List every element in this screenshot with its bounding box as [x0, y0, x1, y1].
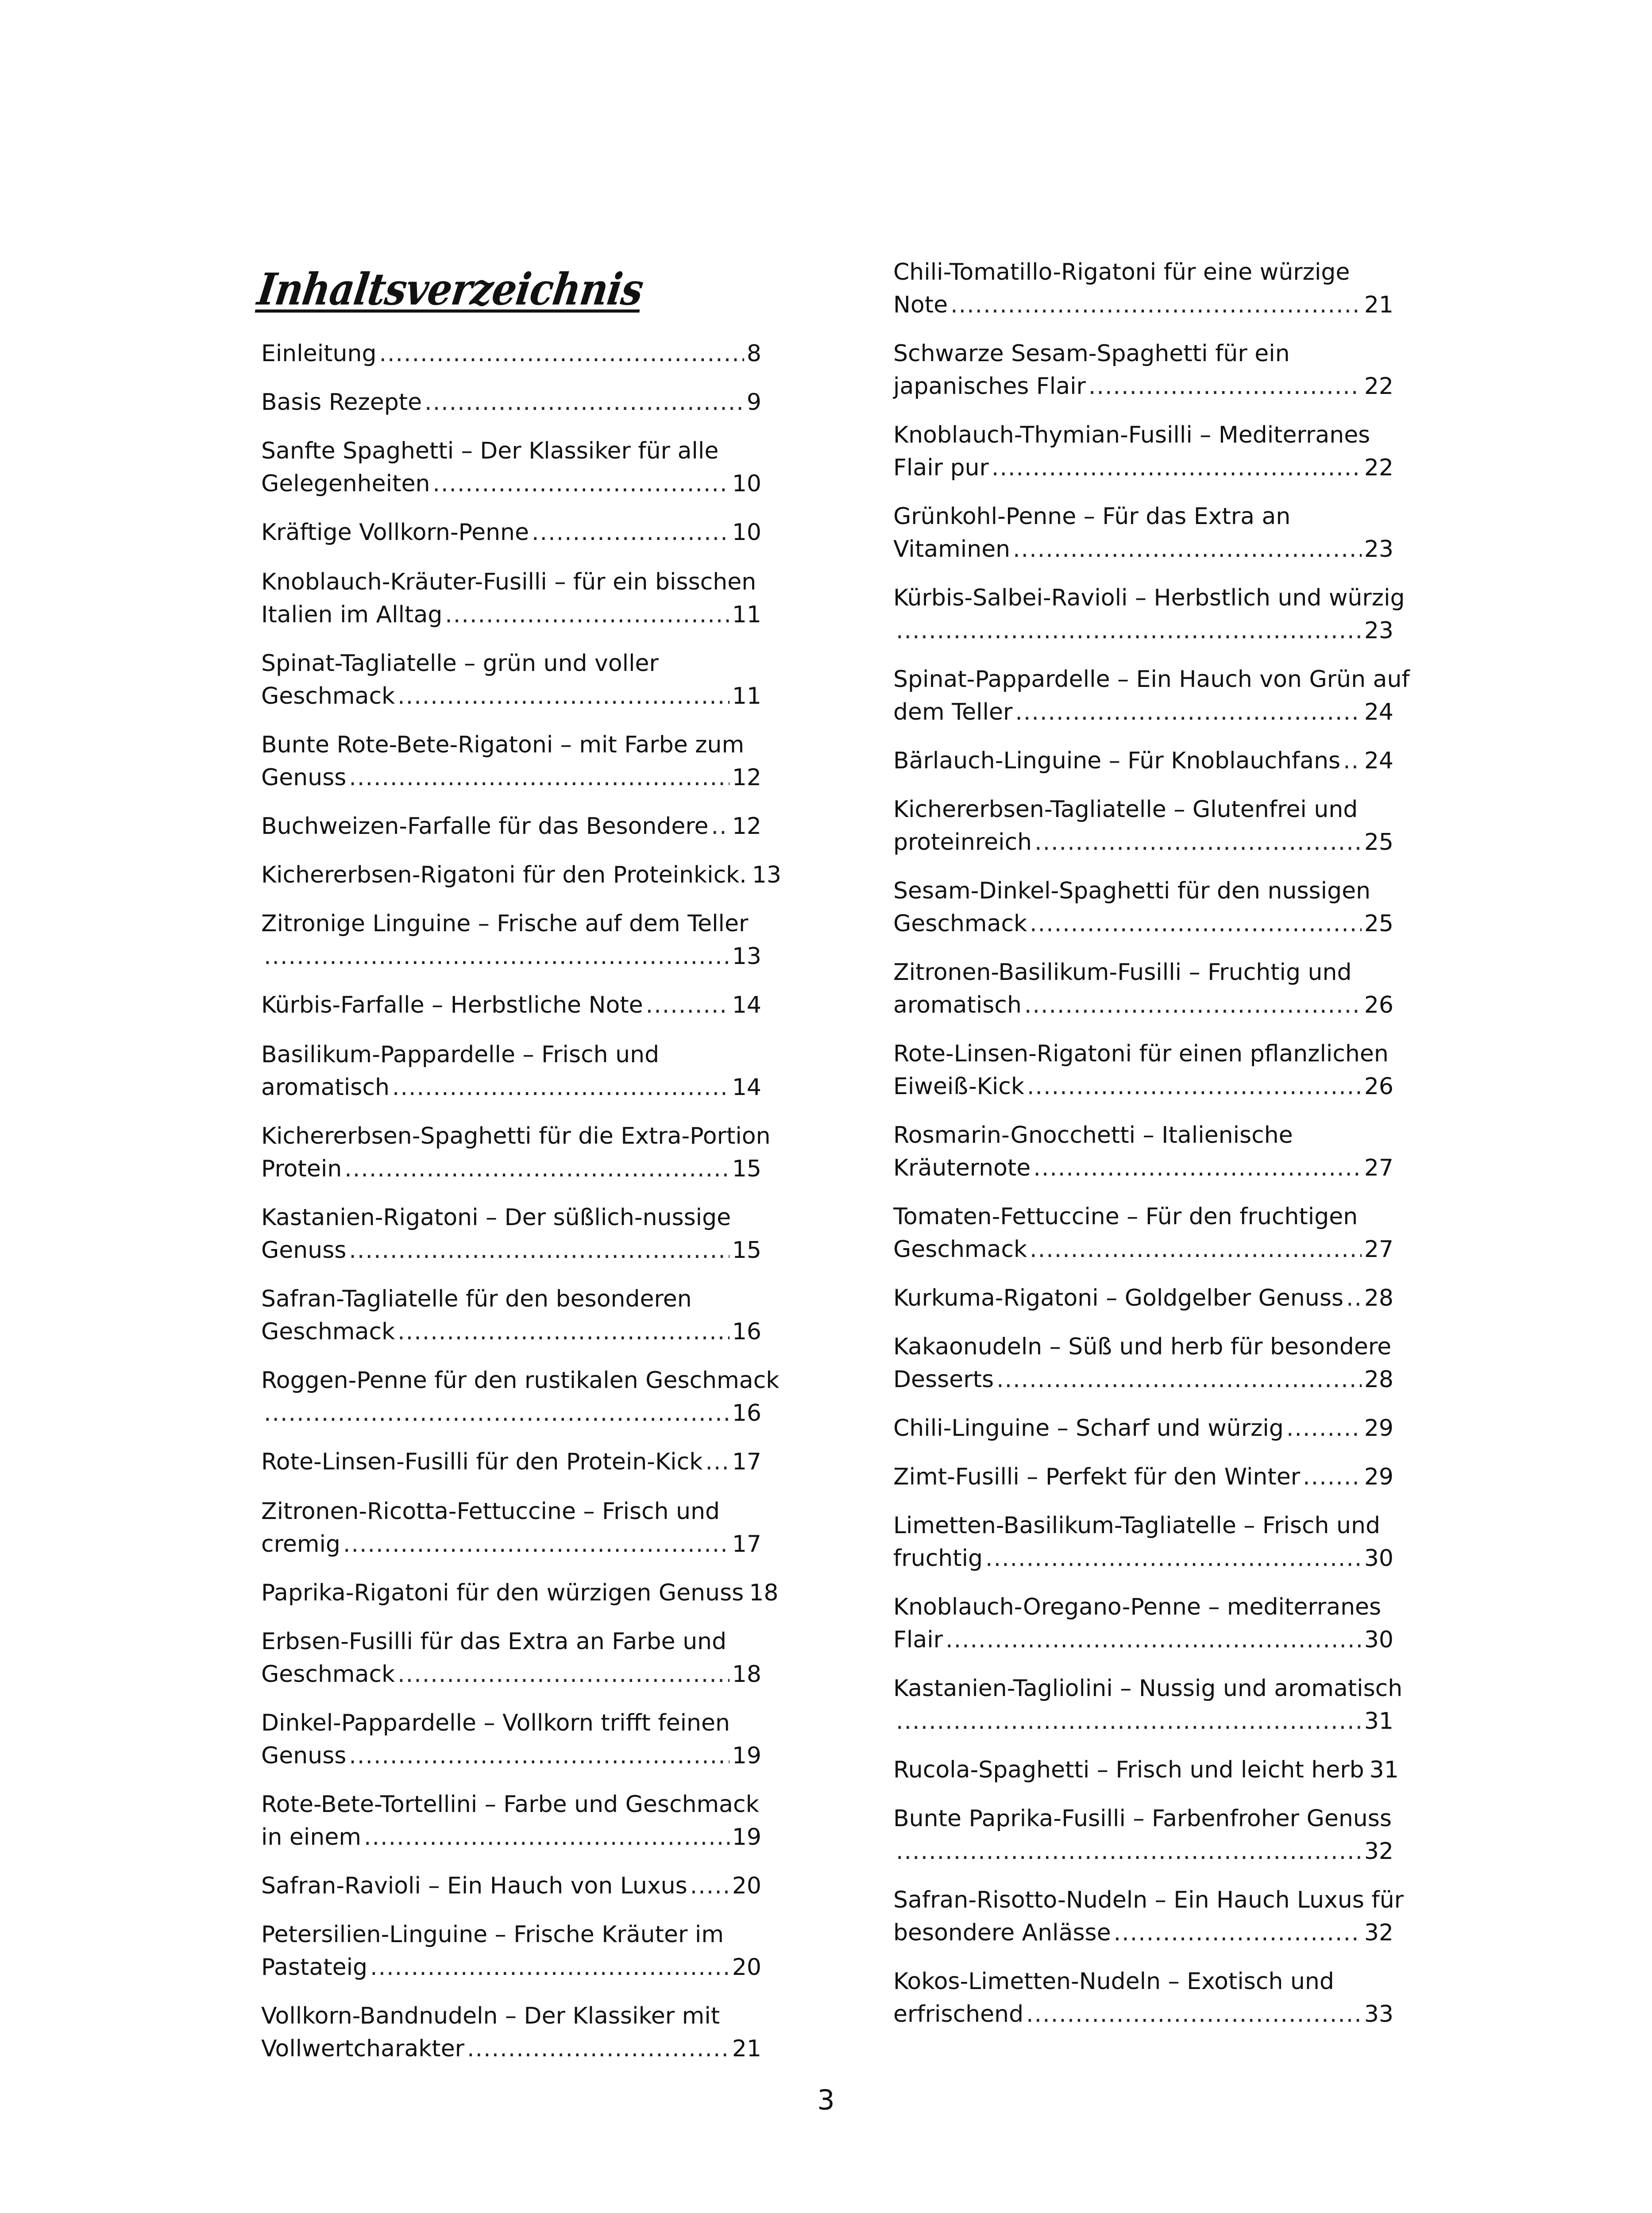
toc-entry-title: Kokos-Limetten-Nudeln – Exotisch und: [893, 1968, 1334, 1995]
toc-page-number: 25: [1364, 910, 1393, 937]
toc-entry[interactable]: [261, 1707, 761, 1772]
toc-entry-last-line: [261, 1528, 761, 1561]
toc-entry[interactable]: [893, 663, 1410, 729]
toc-entry-last-line: [261, 1577, 779, 1609]
toc-entry[interactable]: [261, 859, 781, 891]
toc-entry[interactable]: [893, 793, 1393, 859]
toc-entry-title: Note: [893, 292, 948, 318]
toc-entry-title: Chili-Linguine – Scharf und würzig: [893, 1415, 1284, 1442]
dot-leader: [364, 1821, 730, 1854]
dot-leader: [896, 1705, 1362, 1738]
toc-entry-title: Desserts: [893, 1366, 994, 1393]
toc-entry-title: dem Teller: [893, 699, 1013, 725]
toc-entry-title: Pastateig: [261, 1954, 368, 1981]
toc-entry-last-line: [893, 1363, 1393, 1396]
toc-entry-last-line: [893, 1542, 1393, 1575]
toc-entry-title: Genuss: [261, 1743, 347, 1769]
toc-entry-last-line: [261, 1446, 761, 1478]
toc-entry-title: Vitaminen: [893, 536, 1011, 563]
toc-entry-title: in einem: [261, 1824, 361, 1851]
dot-leader: [1013, 533, 1362, 566]
dot-leader: [398, 1315, 730, 1348]
toc-entry[interactable]: [893, 1884, 1404, 1949]
dot-leader: [1026, 1998, 1362, 2031]
toc-entry[interactable]: [261, 2000, 761, 2065]
toc-entry-title: Protein: [261, 1156, 342, 1182]
toc-entry-title: Roggen-Penne für den rustikalen Geschmack: [261, 1367, 780, 1394]
dot-leader: [896, 1835, 1362, 1868]
toc-entry[interactable]: [261, 516, 761, 549]
toc-entry-last-line: [893, 1705, 1393, 1738]
toc-entry-title: Spinat-Pappardelle – Ein Hauch von Grün auf: [893, 666, 1410, 693]
toc-entry-title: Bärlauch-Linguine – Für Knoblauchfans: [893, 748, 1341, 774]
toc-entry-last-line: [893, 451, 1393, 484]
toc-page-number: 19: [732, 1824, 761, 1851]
toc-page-number: 18: [749, 1580, 779, 1606]
toc-entry-title: besondere Anlässe: [893, 1920, 1111, 1946]
toc-page-number: 10: [732, 519, 761, 546]
toc-entry[interactable]: [261, 337, 761, 370]
toc-entry-title: Geschmack: [261, 683, 395, 709]
toc-entry[interactable]: [261, 1788, 761, 1854]
toc-entry[interactable]: [261, 1364, 780, 1430]
toc-entry[interactable]: [893, 1412, 1393, 1445]
toc-entry-title: Rosmarin-Gnocchetti – Italienische: [893, 1122, 1293, 1149]
toc-entry[interactable]: [261, 1038, 761, 1104]
toc-entry-last-line: [261, 940, 761, 973]
toc-entry-last-line: [261, 1658, 761, 1691]
dot-leader: [1088, 370, 1362, 403]
dot-leader: [370, 1951, 730, 1984]
toc-entry-title: Zitronige Linguine – Frische auf dem Teller: [261, 910, 749, 937]
toc-entry-title: Kichererbsen-Spaghetti für die Extra-Portion: [261, 1123, 771, 1149]
toc-entry[interactable]: [893, 419, 1393, 484]
toc-page-number: 32: [1364, 1920, 1393, 1946]
toc-entry-title: Tomaten-Fettuccine – Für den fruchtigen: [893, 1203, 1358, 1230]
toc-entry[interactable]: [261, 1918, 761, 1984]
toc-page-number: 23: [1364, 536, 1393, 563]
toc-page-number: 29: [1364, 1415, 1393, 1442]
toc-page-number: 15: [732, 1237, 761, 1264]
toc-page-number: 26: [1364, 992, 1393, 1018]
toc-entry[interactable]: [893, 1282, 1393, 1315]
toc-entry-title: Sanfte Spaghetti – Der Klassiker für alle: [261, 438, 719, 464]
toc-page-number: 22: [1364, 455, 1393, 481]
page-title: Inhaltsverzeichnis: [254, 263, 646, 315]
toc-entry-title: Genuss: [261, 764, 347, 791]
toc-entry-title: Flair: [893, 1627, 943, 1653]
dot-leader: [445, 598, 730, 631]
toc-entry-last-line: [893, 1461, 1393, 1493]
toc-page-number: 20: [732, 1954, 761, 1981]
toc-page-number: 16: [732, 1400, 761, 1426]
toc-entry-last-line: [261, 516, 761, 549]
toc-page-number: 33: [1364, 2001, 1393, 2028]
dot-leader: [896, 614, 1362, 647]
toc-entry-title: proteinreich: [893, 829, 1032, 856]
toc-entry[interactable]: [893, 1672, 1403, 1738]
toc-entry[interactable]: [893, 1119, 1393, 1184]
dot-leader: [344, 1153, 730, 1185]
toc-page-number: 14: [732, 992, 761, 1018]
dot-leader: [1030, 907, 1362, 940]
toc-entry-title: Geschmack: [261, 1319, 395, 1345]
toc-entry-title: Italien im Alltag: [261, 601, 443, 628]
toc-entry[interactable]: [893, 1965, 1393, 2031]
dot-leader: [1286, 1412, 1362, 1445]
toc-entry-title: Kräuternote: [893, 1155, 1031, 1181]
toc-page-number: 8: [746, 340, 761, 367]
toc-entry[interactable]: [893, 1754, 1399, 1786]
toc-entry-title: Petersilien-Linguine – Frische Kräuter im: [261, 1921, 724, 1948]
toc-entry-title: Schwarze Sesam-Spaghetti für ein: [893, 340, 1290, 367]
toc-page-number: 17: [732, 1449, 761, 1475]
toc-entry[interactable]: [893, 582, 1405, 647]
toc-entry-title: Spinat-Tagliatelle – grün und voller: [261, 650, 659, 677]
dot-leader: [532, 516, 730, 549]
toc-page-number: 24: [1364, 699, 1393, 725]
toc-entry-title: Genuss: [261, 1237, 347, 1264]
dot-leader: [1033, 1152, 1362, 1184]
toc-page-number: 22: [1364, 373, 1393, 400]
toc-page-number: 12: [732, 813, 761, 840]
toc-entry-title: erfrischend: [893, 2001, 1024, 2028]
toc-entry-title: Kichererbsen-Rigatoni für den Proteinkick.: [261, 862, 747, 888]
toc-entry-last-line: [261, 1315, 761, 1348]
toc-page-number: 11: [732, 601, 761, 628]
toc-page-number: 11: [732, 683, 761, 709]
toc-entry-last-line: [893, 907, 1393, 940]
toc-entry[interactable]: [261, 1446, 761, 1478]
toc-page-number: 21: [732, 2036, 761, 2062]
toc-entry-title: Kakaonudeln – Süß und herb für besondere: [893, 1334, 1392, 1360]
toc-entry-last-line: [261, 1821, 761, 1854]
toc-entry[interactable]: [893, 1509, 1393, 1575]
toc-page-number: 14: [732, 1074, 761, 1101]
toc-entry-title: Zitronen-Ricotta-Fettuccine – Frisch und: [261, 1498, 720, 1525]
dot-leader: [1034, 826, 1362, 859]
dot-leader: [996, 1363, 1362, 1396]
dot-leader: [398, 1658, 730, 1691]
toc-entry[interactable]: [893, 1802, 1393, 1868]
toc-entry-title: Kräftige Vollkorn-Penne: [261, 519, 529, 546]
toc-entry-last-line: [261, 810, 761, 843]
toc-page-number: 19: [732, 1743, 761, 1769]
toc-entry-title: Vollwertcharakter: [261, 2036, 465, 2062]
toc-page-number: 29: [1364, 1464, 1393, 1490]
toc-entry-last-line: [261, 1951, 761, 1984]
toc-entry-title: Knoblauch-Oregano-Penne – mediterranes: [893, 1594, 1382, 1620]
toc-entry[interactable]: [893, 1330, 1393, 1396]
dot-leader: [1343, 744, 1362, 777]
toc-entry-title: aromatisch: [893, 992, 1022, 1018]
dot-leader: [690, 1870, 730, 1902]
dot-leader: [264, 940, 730, 973]
dot-leader: [264, 1397, 730, 1430]
toc-entry-last-line: [261, 680, 761, 713]
toc-entry-title: Sesam-Dinkel-Spaghetti für den nussigen: [893, 878, 1371, 904]
toc-entry[interactable]: [893, 956, 1393, 1022]
toc-page-number: 30: [1364, 1627, 1393, 1653]
dot-leader: [705, 1446, 730, 1478]
toc-entry-title: Rote-Linsen-Fusilli für den Protein-Kick: [261, 1449, 703, 1475]
toc-entry-last-line: [261, 386, 761, 419]
toc-entry-last-line: [261, 1739, 761, 1772]
dot-leader: [432, 467, 729, 500]
toc-entry-title: Grünkohl-Penne – Für das Extra an: [893, 503, 1291, 530]
toc-entry-last-line: [261, 989, 761, 1022]
dot-leader: [1015, 696, 1361, 729]
toc-entry-last-line: [261, 467, 761, 500]
toc-entry-last-line: [261, 1397, 761, 1430]
toc-entry-title: Rote-Bete-Tortellini – Farbe und Geschmack: [261, 1791, 759, 1818]
toc-entry-title: Buchweizen-Farfalle für das Besondere: [261, 813, 709, 840]
toc-entry-title: Rucola-Spaghetti – Frisch und leicht herb: [893, 1757, 1364, 1783]
toc-entry[interactable]: [261, 1495, 761, 1561]
toc-entry-title: Zimt-Fusilli – Perfekt für den Winter: [893, 1464, 1301, 1490]
toc-entry-last-line: [893, 1623, 1393, 1656]
toc-entry-last-line: [893, 1233, 1393, 1266]
toc-entry-last-line: [261, 337, 761, 370]
toc-entry-title: Paprika-Rigatoni für den würzigen Genuss: [261, 1580, 744, 1606]
toc-entry-title: Chili-Tomatillo-Rigatoni für eine würzige: [893, 259, 1350, 285]
dot-leader: [985, 1542, 1362, 1575]
toc-entry-last-line: [261, 1153, 761, 1185]
dot-leader: [349, 1234, 729, 1267]
toc-page-number: 31: [1364, 1708, 1393, 1735]
toc-entry-last-line: [893, 1835, 1393, 1868]
toc-entry[interactable]: [893, 1591, 1393, 1656]
toc-entry-last-line: [893, 614, 1393, 647]
toc-entry-title: Gelegenheiten: [261, 470, 430, 497]
toc-page-number: 10: [732, 470, 761, 497]
toc-entry[interactable]: [261, 729, 761, 794]
toc-entry-last-line: [893, 1282, 1393, 1315]
toc-page-number: 13: [752, 862, 781, 888]
dot-leader: [946, 1623, 1362, 1656]
toc-entry[interactable]: [261, 1870, 761, 1902]
toc-entry[interactable]: [261, 1120, 771, 1185]
toc-entry-title: Knoblauch-Thymian-Fusilli – Mediterranes: [893, 422, 1370, 448]
toc-entry-title: Kürbis-Salbei-Ravioli – Herbstlich und würzig: [893, 585, 1405, 611]
toc-entry[interactable]: [893, 256, 1393, 321]
dot-leader: [349, 1739, 729, 1772]
toc-entry-title: Dinkel-Pappardelle – Vollkorn trifft feinen: [261, 1710, 730, 1736]
toc-entry[interactable]: [261, 1201, 761, 1267]
toc-entry[interactable]: [893, 1200, 1393, 1266]
toc-entry-title: Basilikum-Pappardelle – Frisch und: [261, 1041, 660, 1068]
toc-entry[interactable]: [261, 1283, 761, 1348]
dot-leader: [343, 1528, 730, 1561]
toc-entry[interactable]: [261, 810, 761, 843]
toc-entry-last-line: [893, 989, 1393, 1022]
toc-entry-title: Kurkuma-Rigatoni – Goldgelber Genuss: [893, 1285, 1344, 1311]
toc-page-number: 21: [1364, 292, 1393, 318]
toc-page-number: 9: [746, 389, 761, 416]
toc-page-number: 28: [1364, 1285, 1393, 1311]
toc-entry-title: cremig: [261, 1531, 340, 1558]
toc-entry-last-line: [261, 598, 761, 631]
dot-leader: [1114, 1916, 1362, 1949]
toc-entry-title: aromatisch: [261, 1074, 390, 1101]
dot-leader: [1024, 989, 1362, 1022]
dot-leader: [425, 386, 744, 419]
dot-leader: [392, 1071, 730, 1104]
toc-entry-title: Safran-Ravioli – Ein Hauch von Luxus: [261, 1873, 687, 1899]
toc-page-number: 25: [1364, 829, 1393, 856]
toc-entry-title: Bunte Paprika-Fusilli – Farbenfroher Genuss: [893, 1805, 1392, 1832]
toc-entry[interactable]: [893, 744, 1393, 777]
toc-page-number: 17: [732, 1531, 761, 1558]
dot-leader: [1303, 1461, 1362, 1493]
dot-leader: [379, 337, 744, 370]
toc-entry-title: Bunte Rote-Bete-Rigatoni – mit Farbe zum: [261, 732, 745, 758]
toc-entry[interactable]: [261, 566, 761, 631]
toc-entry-title: Kichererbsen-Tagliatelle – Glutenfrei und: [893, 796, 1358, 823]
toc-entry-title: Rote-Linsen-Rigatoni für einen pflanzlichen: [893, 1041, 1389, 1067]
toc-page-number: 32: [1364, 1838, 1393, 1865]
toc-page-number: 16: [732, 1319, 761, 1345]
toc-entry[interactable]: [261, 386, 761, 419]
toc-entry[interactable]: [261, 1577, 779, 1609]
dot-leader: [646, 989, 730, 1022]
toc-entry-last-line: [893, 744, 1393, 777]
toc-entry-title: Basis Rezepte: [261, 389, 422, 416]
dot-leader: [1030, 1233, 1362, 1266]
toc-page-number: 27: [1364, 1155, 1393, 1181]
toc-entry-last-line: [893, 1412, 1393, 1445]
toc-entry-title: Flair pur: [893, 455, 989, 481]
toc-entry-title: Eiweiß-Kick: [893, 1073, 1025, 1100]
toc-entry-title: Kastanien-Rigatoni – Der süßlich-nussige: [261, 1204, 731, 1231]
page-number: 3: [817, 2084, 835, 2116]
toc-entry[interactable]: [261, 435, 761, 500]
toc-entry-last-line: [893, 826, 1393, 859]
toc-entry[interactable]: [261, 647, 761, 713]
toc-entry-last-line: [261, 761, 761, 794]
dot-leader: [1346, 1282, 1362, 1315]
toc-entry-title: Zitronen-Basilikum-Fusilli – Fruchtig und: [893, 959, 1352, 986]
toc-entry-title: Kürbis-Farfalle – Herbstliche Note: [261, 992, 643, 1018]
toc-entry-last-line: [261, 1870, 761, 1902]
toc-entry-last-line: [893, 1754, 1399, 1786]
toc-entry-title: Erbsen-Fusilli für das Extra an Farbe und: [261, 1628, 727, 1655]
toc-entry-title: Einleitung: [261, 340, 377, 367]
toc-entry-last-line: [261, 2032, 761, 2065]
toc-page-number: 15: [732, 1156, 761, 1182]
toc-entry-title: Safran-Tagliatelle für den besonderen: [261, 1286, 692, 1312]
toc-entry[interactable]: [893, 500, 1393, 566]
toc-entry-last-line: [261, 859, 781, 891]
toc-entry-title: Geschmack: [893, 910, 1027, 937]
dot-leader: [349, 761, 729, 794]
toc-entry-title: japanisches Flair: [893, 373, 1086, 400]
toc-entry-title: Kastanien-Tagliolini – Nussig und aromatisch: [893, 1675, 1403, 1702]
toc-entry[interactable]: [261, 907, 761, 973]
toc-page-number: 12: [732, 764, 761, 791]
dot-leader: [992, 451, 1362, 484]
toc-page-number: 20: [732, 1873, 761, 1899]
toc-page-number: 26: [1364, 1073, 1393, 1100]
toc-entry[interactable]: [261, 1625, 761, 1691]
dot-leader: [1027, 1070, 1362, 1103]
dot-leader: [467, 2032, 730, 2065]
toc-entry[interactable]: [893, 1461, 1393, 1493]
toc-entry-last-line: [261, 1071, 761, 1104]
toc-page-number: 27: [1364, 1236, 1393, 1263]
toc-page-number: 30: [1364, 1545, 1393, 1572]
toc-page-number: 18: [732, 1661, 761, 1688]
toc-entry-last-line: [893, 1070, 1393, 1103]
toc-entry-last-line: [893, 370, 1393, 403]
toc-entry-last-line: [893, 1998, 1393, 2031]
toc-page-number: 31: [1369, 1757, 1399, 1783]
toc-entry-last-line: [893, 1916, 1393, 1949]
toc-entry-title: Geschmack: [261, 1661, 395, 1688]
toc-entry-title: Knoblauch-Kräuter-Fusilli – für ein bisschen: [261, 569, 757, 595]
toc-entry-title: Vollkorn-Bandnudeln – Der Klassiker mit: [261, 2003, 720, 2029]
toc-entry-last-line: [893, 1152, 1393, 1184]
toc-page-number: 23: [1364, 617, 1393, 644]
toc-page-number: 24: [1364, 748, 1393, 774]
toc-entry[interactable]: [893, 1037, 1393, 1103]
toc-page-number: 13: [732, 943, 761, 970]
toc-entry[interactable]: [261, 989, 761, 1022]
toc-entry-title: Limetten-Basilikum-Tagliatelle – Frisch und: [893, 1512, 1380, 1539]
toc-entry-last-line: [893, 289, 1393, 321]
toc-page-number: 28: [1364, 1366, 1393, 1393]
toc-entry-title: fruchtig: [893, 1545, 983, 1572]
dot-leader: [950, 289, 1362, 321]
toc-entry-last-line: [261, 1234, 761, 1267]
toc-entry-last-line: [893, 533, 1393, 566]
toc-entry-title: Safran-Risotto-Nudeln – Ein Hauch Luxus für: [893, 1887, 1404, 1913]
toc-entry-last-line: [893, 696, 1393, 729]
dot-leader: [398, 680, 730, 713]
toc-entry-title: Geschmack: [893, 1236, 1027, 1263]
dot-leader: [711, 810, 730, 843]
toc-entry[interactable]: [893, 337, 1393, 403]
toc-entry[interactable]: [893, 875, 1393, 940]
